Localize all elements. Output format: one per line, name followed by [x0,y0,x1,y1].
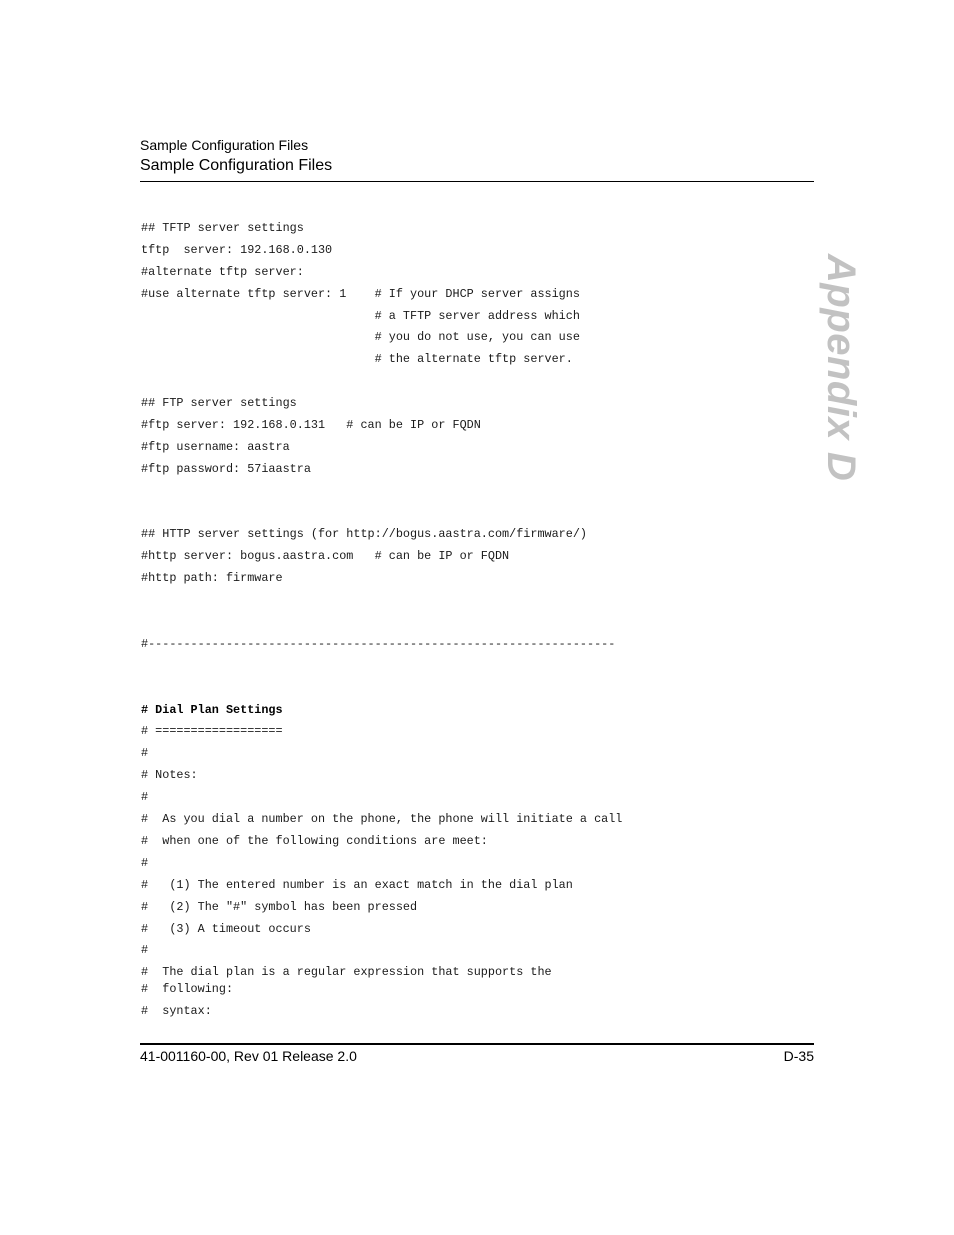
code-line: #ftp username: aastra [141,439,290,454]
footer-doc-id: 41-001160-00, Rev 01 Release 2.0 [140,1048,357,1064]
code-line: # As you dial a number on the phone, the phone will initiate a call [141,812,623,827]
code-line: # (1) The entered number is an exact match in the dial plan [141,877,573,892]
code-line: #http path: firmware [141,571,283,586]
code-line: # (2) The "#" symbol has been pressed [141,899,418,914]
header-section-small: Sample Configuration Files [140,137,309,153]
header-rule [140,181,814,182]
code-line: # the alternate tftp server. [141,352,573,367]
code-line [141,371,622,393]
code-line: #ftp password: 57iaastra [141,461,311,476]
code-line: # [141,943,149,958]
appendix-side-tab-label: Appendix D [819,254,863,482]
code-line: # you do not use, you can use [141,330,580,345]
code-line: #alternate tftp server: [141,264,304,279]
code-line: # [141,790,149,805]
code-line: # (3) A timeout occurs [141,921,311,936]
code-line [141,612,622,634]
code-line [141,503,622,525]
footer-page-number: D-35 [783,1048,814,1064]
footer-rule [140,1043,814,1045]
code-line: # following: [141,982,234,997]
code-line: # [141,746,149,761]
code-line: tftp server: 192.168.0.130 [141,242,333,257]
code-line: ## FTP server settings [141,396,297,411]
appendix-side-tab [801,250,863,482]
header-section-title: Sample Configuration Files [140,157,333,174]
code-line [141,590,622,612]
code-line: #------------------------------------------------------------------ [141,636,616,651]
code-line: # [141,855,149,870]
config-code-block [141,218,622,1023]
code-line: #http server: bogus.aastra.com # can be IP or FQDN [141,549,510,564]
code-line: ## TFTP server settings [141,221,304,235]
dial-plan-heading: # Dial Plan Settings [141,702,283,717]
code-line: # syntax: [141,1004,212,1019]
code-line: # The dial plan is a regular expression that supports the [141,965,552,980]
code-line: # Notes: [141,768,198,783]
code-line: ## HTTP server settings (for http://bogus.aastra.com/firmware/) [141,527,587,542]
code-line [141,678,622,700]
code-line: #use alternate tftp server: 1 # If your DHCP server assigns [141,286,580,301]
code-line [141,481,622,503]
code-line: # ================== [141,724,283,739]
code-line: # when one of the following conditions are meet: [141,833,488,848]
code-line: #ftp server: 192.168.0.131 # can be IP or FQDN [141,418,481,433]
code-line: # a TFTP server address which [141,308,580,323]
code-line [141,656,622,678]
